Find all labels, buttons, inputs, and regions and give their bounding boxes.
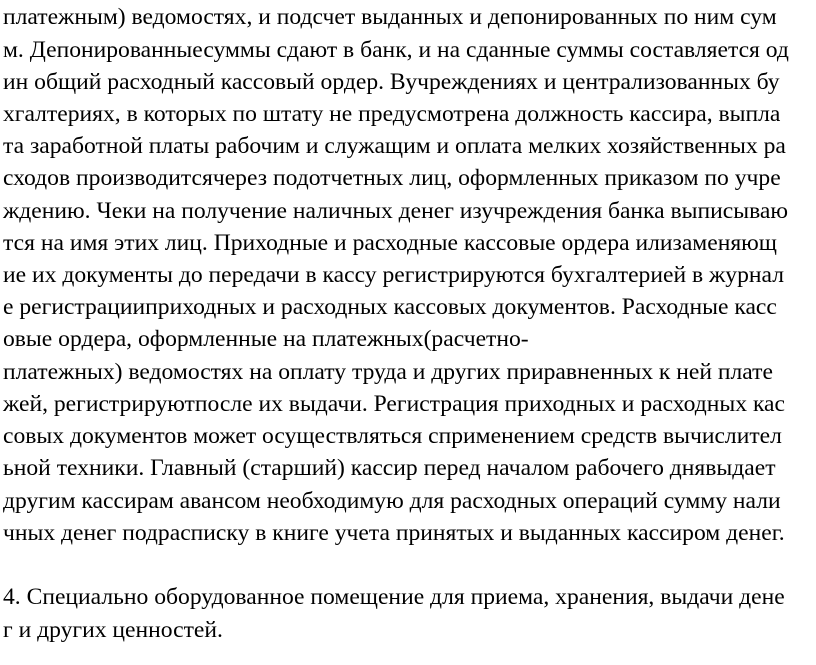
text-line: ин общий расходный кассовый ордер. Вучреждениях и централизованных бу — [3, 69, 780, 95]
text-line: жей, регистрируютпосле их выдачи. Регистрация приходных и расходных кас — [3, 391, 785, 417]
text-line: чных денег подрасписку в книге учета принятых и выданных кассиром денег. — [3, 520, 785, 546]
text-line: ждению. Чеки на получение наличных денег изучреждения банка выписываю — [3, 198, 789, 224]
text-line: та заработной платы рабочим и служащим и оплата мелких хозяйственных ра — [3, 133, 786, 159]
text-line: ьной техники. Главный (старший) кассир перед началом рабочего днявыдает — [3, 455, 776, 481]
text-line: совых документов может осуществляться сприменением средств вычислител — [3, 423, 782, 449]
text-line: платежных) ведомостях на оплату труда и других приравненных к ней плате — [3, 359, 773, 385]
text-line: м. Депонированныесуммы сдают в банк, и на сданные суммы составляется од — [3, 37, 789, 63]
text-line: сходов производитсячерез подотчетных лиц, оформленных приказом по учре — [3, 165, 781, 191]
text-line: 4. Специально оборудованное помещение для приема, хранения, выдачи дене — [3, 584, 785, 610]
text-line: е регистрацииприходных и расходных кассовых документов. Расходные касс — [3, 294, 777, 320]
text-line: другим кассирам авансом необходимую для расходных операций сумму нали — [3, 488, 781, 514]
text-line: овые ордера, оформленные на платежных(расчетно- — [3, 326, 529, 352]
text-line: платежным) ведомостях, и подсчет выданных и депонированных по ним сум — [3, 4, 777, 30]
text-line: г и других ценностей. — [3, 617, 223, 643]
text-line: ие их документы до передачи в кассу регистрируются бухгалтерией в журнал — [3, 262, 784, 288]
text-line: хгалтериях, в которых по штату не предусмотрена должность кассира, выпла — [3, 101, 781, 127]
text-line: тся на имя этих лиц. Приходные и расходные кассовые ордера илизаменяющ — [3, 230, 777, 256]
